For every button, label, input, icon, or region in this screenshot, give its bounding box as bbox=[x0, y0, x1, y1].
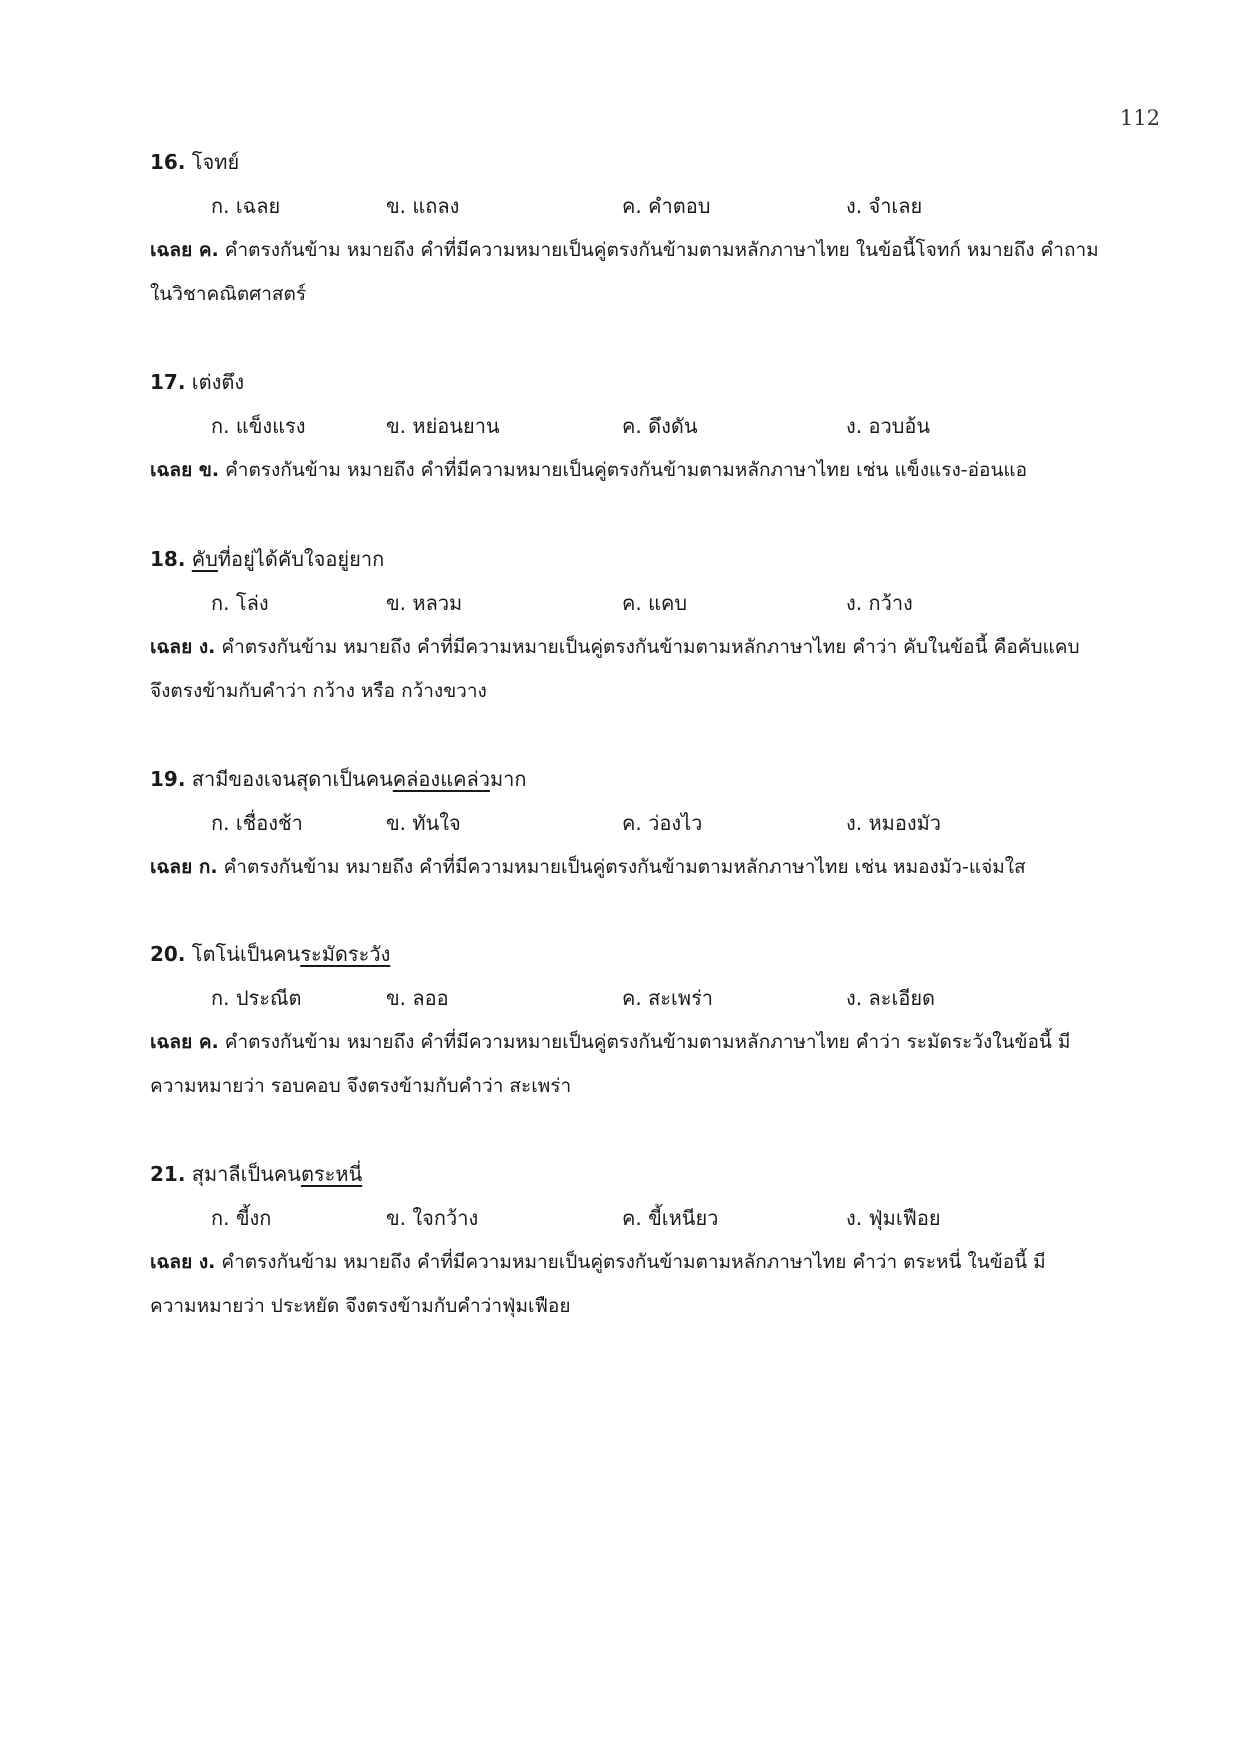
choice-d: ง. กว้าง bbox=[846, 591, 913, 615]
question-number: 17. bbox=[150, 370, 186, 394]
stem-text: สามีของเจนสุดาเป็นคน bbox=[185, 767, 393, 791]
question-19 bbox=[150, 757, 1160, 889]
question-16 bbox=[150, 140, 1160, 316]
answer-explanation bbox=[150, 448, 1160, 492]
answer-line-2: ความหมายว่า ประหยัด จึงตรงข้ามกับคำว่าฟุ่มเฟือย bbox=[150, 1295, 571, 1317]
question-20 bbox=[150, 932, 1160, 1108]
answer-label: เฉลย ค. bbox=[150, 1031, 219, 1053]
question-stem bbox=[150, 757, 1160, 801]
question-stem bbox=[150, 360, 1160, 404]
choice-a: ก. โล่ง bbox=[211, 591, 269, 615]
answer-label: เฉลย ง. bbox=[150, 636, 216, 658]
stem-text: มาก bbox=[489, 767, 527, 791]
choices-row bbox=[150, 184, 1160, 228]
answer-explanation bbox=[150, 845, 1160, 889]
stem-underlined-word: คล่องแคล่ว bbox=[392, 767, 490, 791]
choice-b: ข. ทันใจ bbox=[386, 811, 461, 835]
choice-a: ก. ประณีต bbox=[211, 986, 302, 1010]
choice-b: ข. ใจกว้าง bbox=[386, 1206, 479, 1230]
question-stem bbox=[150, 140, 1160, 184]
explanation-text: คำตรงกันข้าม หมายถึง คำที่มีความหมายเป็นคู่ตรงกันข้ามตามหลักภาษาไทย ในข้อนี้โจทก์ หมายถึง คำถาม bbox=[218, 239, 1099, 261]
choice-a: ก. เฉลย bbox=[211, 194, 281, 218]
answer-line bbox=[150, 228, 1160, 272]
choice-c: ค. ขี้เหนียว bbox=[622, 1206, 719, 1230]
answer-label: เฉลย ง. bbox=[150, 1251, 216, 1273]
choice-a: ก. เชื่องช้า bbox=[211, 811, 303, 835]
stem-text: โจทย์ bbox=[191, 150, 240, 174]
explanation-text: คำตรงกันข้าม หมายถึง คำที่มีความหมายเป็นคู่ตรงกันข้ามตามหลักภาษาไทย คำว่า ตระหนี่ ในข้อนี้ มี bbox=[215, 1251, 1046, 1273]
choices-row bbox=[150, 976, 1160, 1020]
choice-a: ก. แข็งแรง bbox=[211, 414, 306, 438]
question-18 bbox=[150, 537, 1160, 713]
choice-d: ง. จำเลย bbox=[846, 194, 923, 218]
answer-line-2: ความหมายว่า รอบคอบ จึงตรงข้ามกับคำว่า สะเพร่า bbox=[150, 1075, 572, 1097]
answer-line bbox=[150, 1240, 1160, 1284]
choice-c: ค. คำตอบ bbox=[622, 194, 711, 218]
stem-underlined-word: คับ bbox=[191, 547, 218, 571]
choice-b: ข. แถลง bbox=[386, 194, 460, 218]
question-number: 20. bbox=[150, 942, 186, 966]
stem-text: โตโน่เป็นคน bbox=[185, 942, 301, 966]
choices-row bbox=[150, 581, 1160, 625]
page-number: 112 bbox=[1119, 106, 1160, 130]
choice-c: ค. ดึงดัน bbox=[622, 414, 698, 438]
choice-d: ง. ฟุ่มเฟือย bbox=[846, 1206, 941, 1230]
stem-underlined-word: ตระหนี่ bbox=[300, 1162, 363, 1186]
answer-explanation bbox=[150, 1240, 1160, 1328]
question-stem bbox=[150, 1152, 1160, 1196]
question-number: 18. bbox=[150, 547, 186, 571]
answer-explanation bbox=[150, 1020, 1160, 1108]
answer-line bbox=[150, 845, 1160, 889]
explanation-text: คำตรงกันข้าม หมายถึง คำที่มีความหมายเป็นคู่ตรงกันข้ามตามหลักภาษาไทย คำว่า คับในข้อนี้ คือคับแคบ bbox=[215, 636, 1080, 658]
question-number: 16. bbox=[150, 150, 186, 174]
answer-explanation bbox=[150, 625, 1160, 713]
choice-d: ง. อวบอ้น bbox=[846, 414, 931, 438]
choice-d: ง. หมองมัว bbox=[846, 811, 942, 835]
explanation-text: คำตรงกันข้าม หมายถึง คำที่มีความหมายเป็นคู่ตรงกันข้ามตามหลักภาษาไทย เช่น แข็งแรง-อ่อนแอ bbox=[219, 459, 1028, 481]
question-number: 19. bbox=[150, 767, 186, 791]
choice-d: ง. ละเอียด bbox=[846, 986, 936, 1010]
question-stem bbox=[150, 537, 1160, 581]
choices-row bbox=[150, 1196, 1160, 1240]
question-17 bbox=[150, 360, 1160, 492]
choice-c: ค. ว่องไว bbox=[622, 811, 703, 835]
answer-line-2: จึงตรงข้ามกับคำว่า กว้าง หรือ กว้างขวาง bbox=[150, 680, 487, 702]
choice-b: ข. หลวม bbox=[386, 591, 463, 615]
question-number: 21. bbox=[150, 1162, 186, 1186]
answer-line bbox=[150, 448, 1160, 492]
answer-line-2: ในวิชาคณิตศาสตร์ bbox=[150, 283, 307, 305]
answer-label: เฉลย ข. bbox=[150, 459, 220, 481]
choice-c: ค. สะเพร่า bbox=[622, 986, 714, 1010]
answer-label: เฉลย ค. bbox=[150, 239, 219, 261]
choice-c: ค. แคบ bbox=[622, 591, 688, 615]
stem-text: เต่งตึง bbox=[191, 370, 245, 394]
answer-line bbox=[150, 625, 1160, 669]
question-21 bbox=[150, 1152, 1160, 1328]
choice-b: ข. หย่อนยาน bbox=[386, 414, 500, 438]
explanation-text: คำตรงกันข้าม หมายถึง คำที่มีความหมายเป็นคู่ตรงกันข้ามตามหลักภาษาไทย คำว่า ระมัดระวังในข้อนี้ มี bbox=[218, 1031, 1071, 1053]
stem-text: สุมาลีเป็นคน bbox=[185, 1162, 301, 1186]
stem-text: ที่อยู่ได้คับใจอยู่ยาก bbox=[217, 547, 385, 571]
choice-a: ก. ขี้งก bbox=[211, 1206, 272, 1230]
choice-b: ข. ลออ bbox=[386, 986, 449, 1010]
answer-explanation bbox=[150, 228, 1160, 316]
choices-row bbox=[150, 801, 1160, 845]
stem-underlined-word: ระมัดระวัง bbox=[300, 942, 391, 966]
answer-line bbox=[150, 1020, 1160, 1064]
explanation-text: คำตรงกันข้าม หมายถึง คำที่มีความหมายเป็นคู่ตรงกันข้ามตามหลักภาษาไทย เช่น หมองมัว-แจ่มใส bbox=[217, 856, 1026, 878]
choices-row bbox=[150, 404, 1160, 448]
question-stem bbox=[150, 932, 1160, 976]
answer-label: เฉลย ก. bbox=[150, 856, 218, 878]
